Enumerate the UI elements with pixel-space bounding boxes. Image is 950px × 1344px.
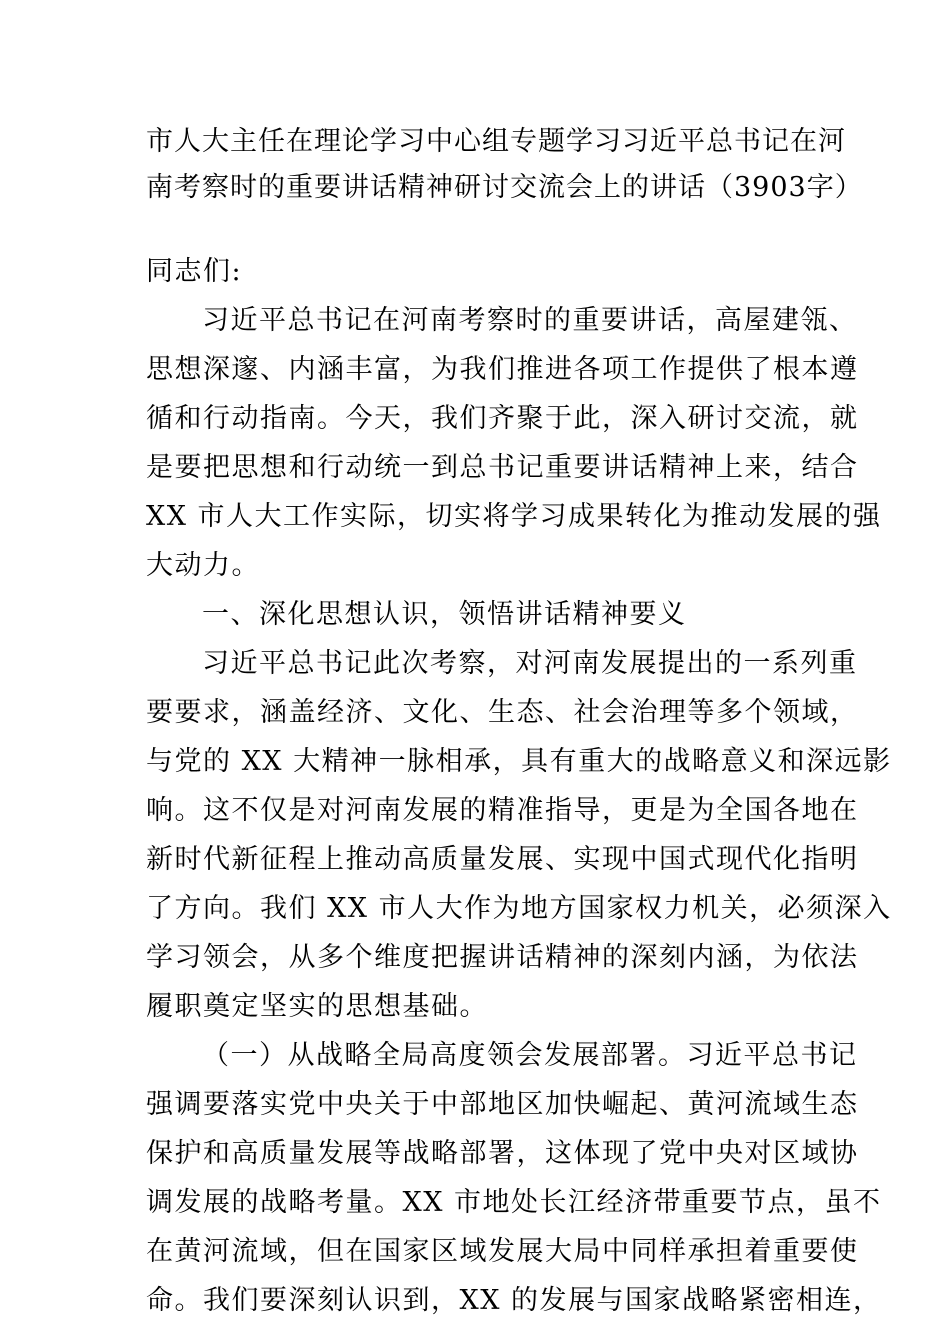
section-heading-1: 一、深化思想认识，领悟讲话精神要义 bbox=[202, 599, 687, 630]
paragraph-2-line-4: 响。这不仅是对河南发展的精准指导，更是为全国各地在 bbox=[146, 795, 859, 826]
paragraph-2-line-5: 新时代新征程上推动高质量发展、实现中国式现代化指明 bbox=[146, 844, 859, 875]
paragraph-1-line-3: 循和行动指南。今天，我们齐聚于此，深入研讨交流，就 bbox=[146, 403, 859, 434]
paragraph-3-line-6: 命。我们要深刻认识到，XX 的发展与国家战略紧密相连， bbox=[146, 1285, 882, 1316]
paragraph-2-line-2: 要要求，涵盖经济、文化、生态、社会治理等多个领域， bbox=[146, 697, 859, 728]
paragraph-2-line-7: 学习领会，从多个维度把握讲话精神的深刻内涵，为依法 bbox=[146, 942, 859, 973]
document-title-line-1: 市人大主任在理论学习中心组专题学习习近平总书记在河 bbox=[146, 126, 846, 157]
paragraph-1-line-6: 大动力。 bbox=[146, 550, 260, 581]
paragraph-1-line-2: 思想深邃、内涵丰富，为我们推进各项工作提供了根本遵 bbox=[146, 354, 859, 385]
paragraph-3-line-5: 在黄河流域，但在国家区域发展大局中同样承担着重要使 bbox=[146, 1236, 859, 1267]
paragraph-2-line-3: 与党的 XX 大精神一脉相承，具有重大的战略意义和深远影 bbox=[146, 746, 892, 777]
paragraph-3-line-1: （一）从战略全局高度领会发展部署。习近平总书记 bbox=[202, 1040, 858, 1071]
paragraph-3-line-2: 强调要落实党中央关于中部地区加快崛起、黄河流域生态 bbox=[146, 1089, 859, 1120]
paragraph-2-line-1: 习近平总书记此次考察，对河南发展提出的一系列重 bbox=[202, 648, 858, 679]
salutation: 同志们: bbox=[146, 256, 243, 287]
paragraph-3-line-4: 调发展的战略考量。XX 市地处长江经济带重要节点，虽不 bbox=[146, 1187, 882, 1218]
paragraph-1-line-4: 是要把思想和行动统一到总书记重要讲话精神上来，结合 bbox=[146, 452, 859, 483]
document-title-line-2: 南考察时的重要讲话精神研讨交流会上的讲话（3903字） bbox=[146, 172, 863, 203]
paragraph-1-line-1: 习近平总书记在河南考察时的重要讲话，高屋建瓴、 bbox=[202, 305, 858, 336]
paragraph-1-line-5: XX 市人大工作实际，切实将学习成果转化为推动发展的强 bbox=[146, 501, 882, 532]
paragraph-2-line-6: 了方向。我们 XX 市人大作为地方国家权力机关，必须深入 bbox=[146, 893, 892, 924]
paragraph-2-line-8: 履职奠定坚实的思想基础。 bbox=[146, 991, 488, 1022]
paragraph-3-line-3: 保护和高质量发展等战略部署，这体现了党中央对区域协 bbox=[146, 1138, 859, 1169]
